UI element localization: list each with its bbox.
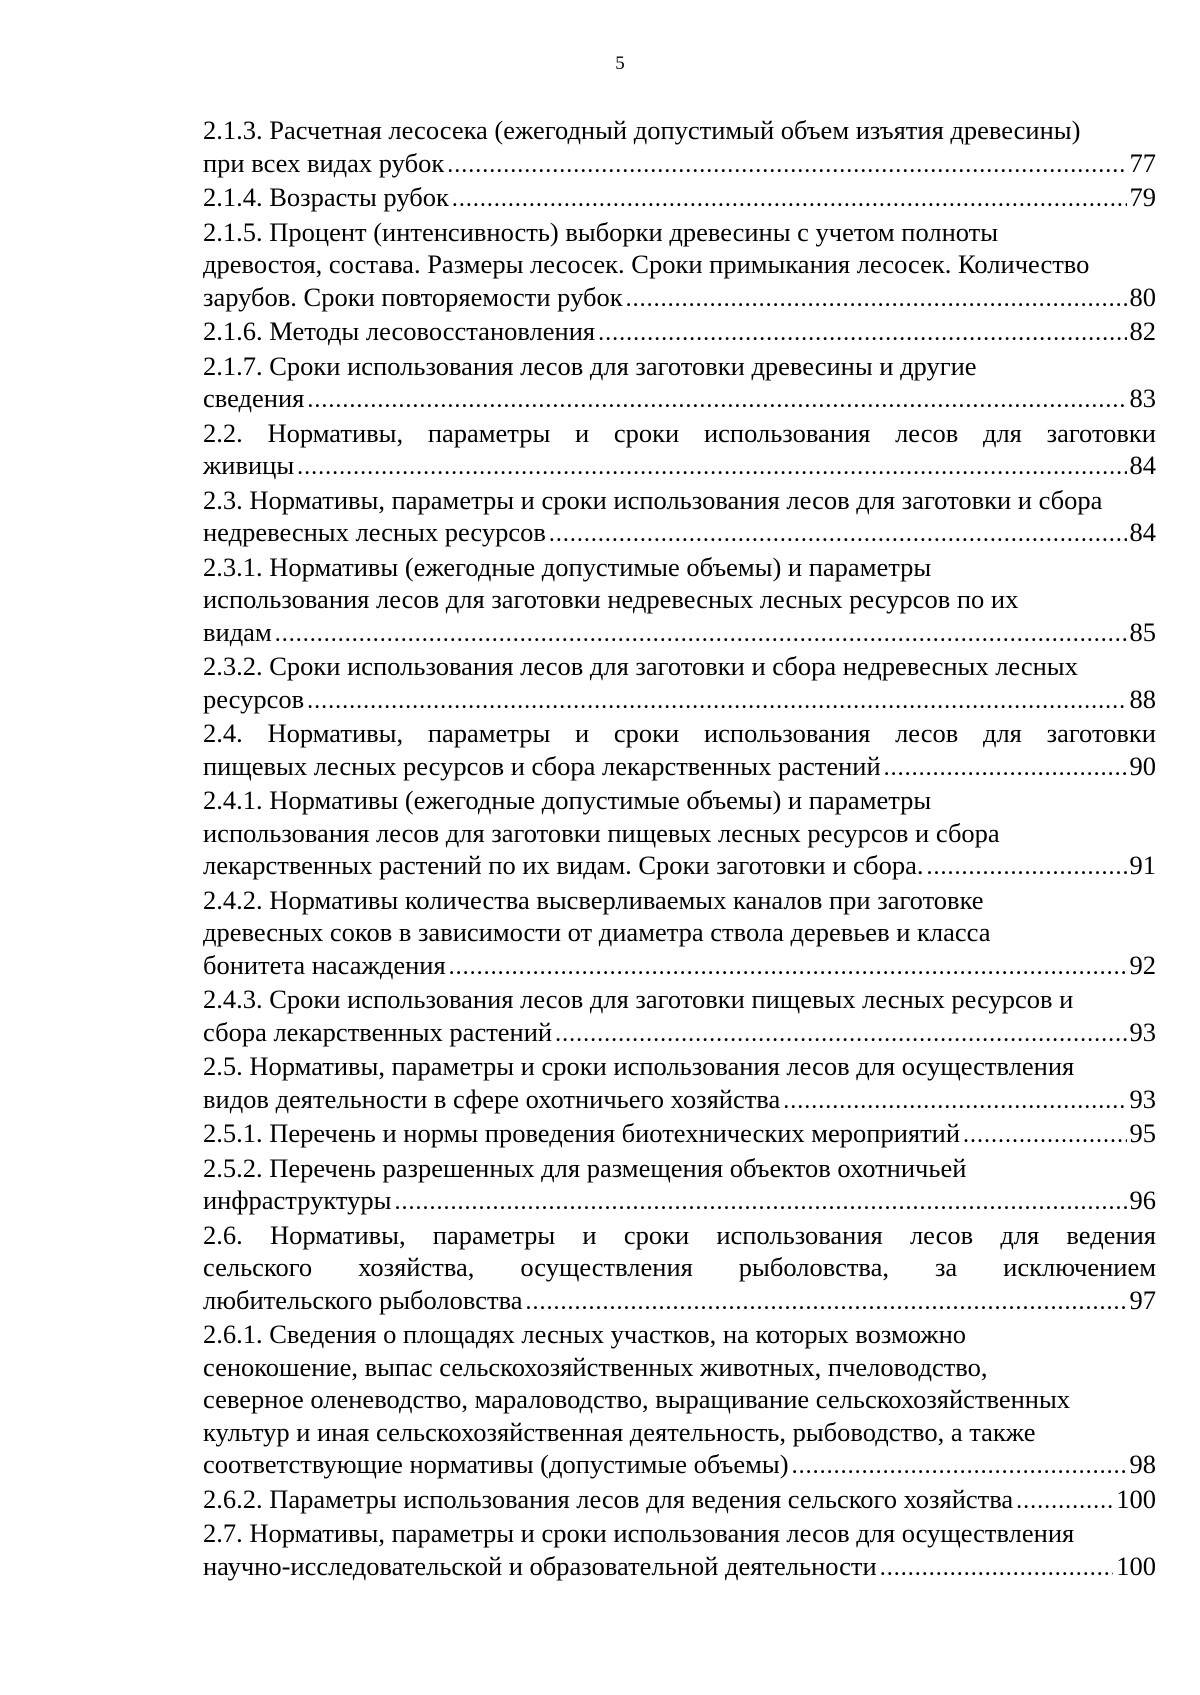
toc-entry-page-number: 95 [1129,1118,1156,1148]
toc-entry[interactable] [203,417,1156,484]
toc-entry-last-line [203,1483,1156,1518]
toc-entry[interactable] [203,551,1156,651]
toc-entry-last-line [203,949,1156,984]
dot-leader [452,183,1127,216]
toc-entry-line: 2.5.2. Перечень разрешенных для размещения объектов охотничьей [203,1152,967,1183]
toc-entry-title: видам [203,616,272,647]
toc-entry-page-number: 90 [1129,750,1156,781]
toc-entry-page-number: 83 [1129,383,1156,413]
toc-entry-last-line [203,1284,1156,1319]
page-number: 5 [615,53,625,74]
toc-entry-line: 2.4. Нормативы, параметры и сроки использования лесов для заготовки [203,718,1156,748]
toc-entry-title: 2.6.2. Параметры использования лесов для ведения сельского хозяйства [203,1483,1014,1514]
toc-entry-last-line [203,849,1156,884]
toc-entry-last-line [203,750,1156,785]
toc-entry-last-line [203,1184,1156,1219]
toc-entry-line: 2.3.2. Сроки использования лесов для заготовки и сбора недревесных лесных [203,651,1078,681]
toc-entry-last-line [203,683,1156,718]
dot-leader [307,685,1126,718]
toc-entry-title: любительского рыболовства [203,1284,523,1315]
toc-entry-last-line [203,147,1156,182]
dot-leader [1016,1485,1113,1518]
toc-entry-page-number: 79 [1129,182,1156,212]
toc-entry-page-number: 98 [1129,1449,1156,1479]
dot-leader [626,283,1127,316]
toc-entry[interactable] [203,717,1156,784]
toc-entry-title: недревесных лесных ресурсов [203,517,546,547]
dot-leader [447,149,1126,182]
toc-entry-title: сведения [203,383,305,413]
toc-entry-last-line [203,1016,1156,1051]
toc-entry-title: сбора лекарственных растений [203,1016,553,1047]
toc-entry[interactable] [203,114,1156,181]
toc-entry-title: бонитета насаждения [203,949,446,980]
dot-leader [297,451,1126,484]
toc-entry-line: северное оленеводство, мараловодство, выращивание сельскохозяйственных [203,1384,1071,1414]
toc-entry[interactable] [203,1483,1156,1518]
toc-entry-title: 2.1.6. Методы лесовосстановления [203,316,596,346]
toc-entry-last-line [203,382,1156,417]
dot-leader [963,1119,1126,1152]
toc-entry[interactable] [203,1318,1156,1483]
dot-leader [926,851,1126,884]
toc-entry-line: 2.4.1. Нормативы (ежегодные допустимые объемы) и параметры [203,785,932,815]
toc-entry-last-line [203,1550,1156,1585]
table-of-contents [203,114,1156,1584]
toc-entry-title: 2.5.1. Перечень и нормы проведения биотехнических мероприятий [203,1118,961,1148]
toc-entry-last-line [203,516,1156,551]
toc-entry-line: использования лесов для заготовки пищевых лесных ресурсов и сбора [203,817,1000,848]
toc-entry-last-line [203,616,1156,651]
toc-entry[interactable] [203,1517,1156,1584]
toc-entry-last-line [203,315,1156,350]
toc-entry[interactable] [203,350,1156,417]
toc-entry-line: древостоя, состава. Размеры лесосек. Сроки примыкания лесосек. Количество [203,249,1090,279]
toc-entry-line: 2.2. Нормативы, параметры и сроки использования лесов для заготовки [203,417,1156,448]
toc-entry-title: зарубов. Сроки повторяемости рубок [203,281,623,312]
toc-entry-last-line [203,1083,1156,1118]
toc-entry-last-line [203,1117,1156,1152]
toc-entry-line: 2.1.3. Расчетная лесосека (ежегодный допустимый объем изъятия древесины) [203,115,1081,145]
toc-entry-title: ресурсов [203,683,305,714]
toc-entry-line: сельского хозяйства, осуществления рыболовства, за исключением [203,1252,1156,1282]
toc-entry-title: живицы [203,450,295,480]
dot-leader [549,518,1127,551]
toc-entry-title: видов деятельности в сфере охотничьего хозяйства [203,1083,781,1114]
toc-entry-line: сенокошение, выпас сельскохозяйственных животных, пчеловодство, [203,1351,988,1382]
toc-entry-page-number: 93 [1129,1016,1156,1047]
toc-entry-title: соответствующие нормативы (допустимые объемы) [203,1449,789,1479]
toc-entry-line: 2.4.3. Сроки использования лесов для заготовки пищевых лесных ресурсов и [203,984,1074,1014]
toc-entry[interactable] [203,784,1156,884]
dot-leader [526,1286,1127,1319]
toc-entry-line: 2.7. Нормативы, параметры и сроки использования лесов для осуществления [203,1518,1075,1548]
dot-leader [880,1552,1114,1585]
dot-leader [307,384,1126,417]
toc-entry[interactable] [203,315,1156,350]
toc-entry-page-number: 97 [1129,1284,1156,1315]
dot-leader [783,1085,1126,1118]
toc-entry-page-number: 88 [1129,683,1156,714]
toc-entry-page-number: 93 [1129,1083,1156,1114]
toc-entry-line: 2.1.5. Процент (интенсивность) выборки древесины с учетом полноты [203,216,999,247]
toc-entry-last-line [203,449,1156,484]
toc-entry-title: инфраструктуры [203,1185,392,1215]
dot-leader [598,317,1126,350]
toc-entry[interactable] [203,1050,1156,1117]
toc-entry-last-line [203,1448,1156,1483]
toc-entry-title: лекарственных растений по их видам. Сроки заготовки и сбора. [203,850,924,880]
toc-entry-page-number: 100 [1116,1483,1156,1514]
toc-entry-last-line [203,181,1156,216]
dot-leader [555,1018,1126,1051]
dot-leader [394,1186,1126,1219]
toc-entry[interactable] [203,181,1156,216]
toc-entry[interactable] [203,1152,1156,1219]
toc-entry-line: 2.4.2. Нормативы количества высверливаемых каналов при заготовке [203,884,984,915]
toc-entry-page-number: 91 [1129,850,1156,880]
toc-entry[interactable] [203,1117,1156,1152]
toc-entry[interactable] [203,983,1156,1050]
dot-leader [449,951,1127,984]
toc-entry-title: при всех видах рубок [203,147,445,178]
toc-entry-title: пищевых лесных ресурсов и сбора лекарственных растений [203,750,881,781]
toc-entry-page-number: 100 [1116,1550,1156,1581]
toc-entry-page-number: 77 [1129,147,1156,178]
toc-entry-page-number: 92 [1129,949,1156,980]
toc-entry-title: 2.1.4. Возрасты рубок [203,182,449,212]
toc-entry[interactable] [203,484,1156,551]
dot-leader [275,618,1127,651]
toc-entry-last-line [203,281,1156,316]
dot-leader [884,752,1127,785]
toc-entry-title: научно-исследовательской и образовательной деятельности [203,1550,877,1581]
toc-entry-page-number: 84 [1129,517,1156,547]
toc-entry[interactable] [203,650,1156,717]
toc-entry-line: использования лесов для заготовки недревесных лесных ресурсов по их [203,584,1019,614]
toc-entry-line: 2.1.7. Сроки использования лесов для заготовки древесины и другие [203,350,977,381]
toc-entry-line: 2.6.1. Сведения о площадях лесных участков, на которых возможно [203,1319,967,1349]
dot-leader [792,1450,1127,1483]
toc-entry-page-number: 80 [1129,281,1156,312]
toc-entry-line: 2.3. Нормативы, параметры и сроки использования лесов для заготовки и сбора [203,484,1103,515]
toc-entry-page-number: 82 [1129,316,1156,346]
toc-entry-line: 2.5. Нормативы, параметры и сроки использования лесов для осуществления [203,1051,1075,1081]
toc-entry-line: 2.6. Нормативы, параметры и сроки использования лесов для ведения [203,1219,1156,1250]
toc-entry-line: культур и иная сельскохозяйственная деятельность, рыбоводство, а также [203,1416,1036,1447]
toc-entry-page-number: 84 [1129,450,1156,480]
toc-entry[interactable] [203,216,1156,316]
toc-entry[interactable] [203,1219,1156,1319]
toc-entry-page-number: 85 [1129,616,1156,647]
toc-entry-page-number: 96 [1129,1185,1156,1215]
toc-entry[interactable] [203,884,1156,984]
toc-entry-line: древесных соков в зависимости от диаметра ствола деревьев и класса [203,917,991,947]
toc-entry-line: 2.3.1. Нормативы (ежегодные допустимые объемы) и параметры [203,551,932,582]
